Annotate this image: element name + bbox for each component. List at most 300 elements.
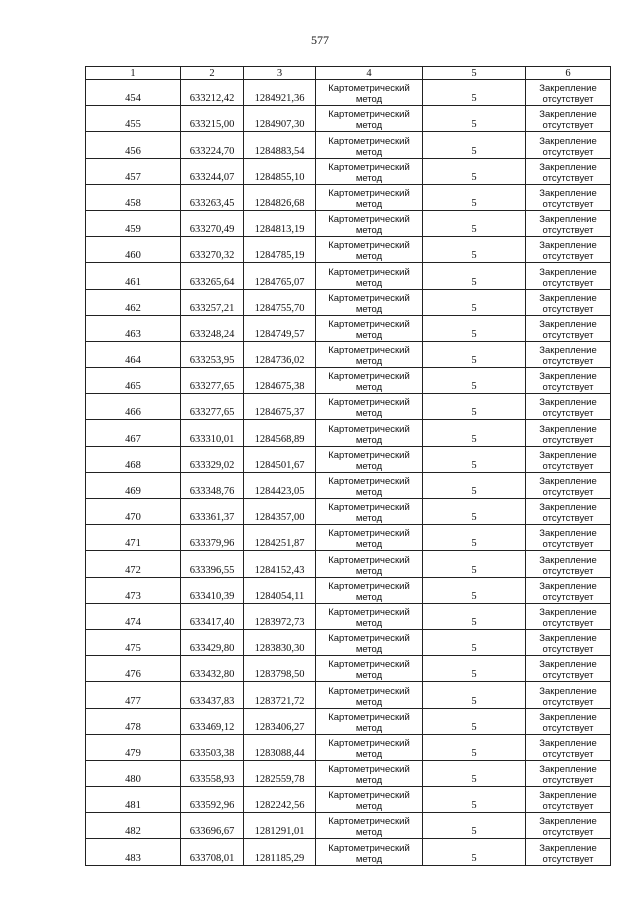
fixing-cell bbox=[526, 551, 611, 577]
fixing-text-line: отсутствует bbox=[542, 748, 594, 760]
point-number-cell: 477 bbox=[86, 682, 181, 708]
method-text-line: Картометрический bbox=[328, 266, 410, 278]
fixing-text-line: отсутствует bbox=[542, 120, 594, 132]
method-cell bbox=[316, 708, 423, 734]
point-number-cell: 469 bbox=[86, 472, 181, 498]
coordinate-y-cell: 1284736,02 bbox=[244, 341, 316, 367]
fixing-text-line: Закрепление bbox=[539, 764, 597, 776]
method-text-line: метод bbox=[355, 775, 383, 787]
point-number-cell: 464 bbox=[86, 341, 181, 367]
fixing-text-line: отсутствует bbox=[542, 617, 594, 629]
coordinate-y-cell: 1284251,87 bbox=[244, 525, 316, 551]
coordinate-x-cell: 633263,45 bbox=[181, 184, 244, 210]
fixing-cell bbox=[526, 446, 611, 472]
coordinate-y-cell: 1281291,01 bbox=[244, 813, 316, 839]
point-number-cell: 473 bbox=[86, 577, 181, 603]
method-text-line: метод bbox=[355, 146, 383, 158]
method-cell bbox=[316, 839, 423, 865]
accuracy-cell: 5 bbox=[423, 237, 526, 263]
coordinate-y-cell: 1284921,36 bbox=[244, 80, 316, 106]
fixing-text-line: отсутствует bbox=[542, 565, 594, 577]
point-number-cell: 460 bbox=[86, 237, 181, 263]
table-row bbox=[86, 394, 611, 420]
fixing-text-line: Закрепление bbox=[539, 737, 597, 749]
fixing-text-line: отсутствует bbox=[542, 251, 594, 263]
accuracy-cell: 5 bbox=[423, 289, 526, 315]
coordinate-y-cell: 1283972,73 bbox=[244, 603, 316, 629]
table-row bbox=[86, 760, 611, 786]
coordinate-x-cell: 633429,80 bbox=[181, 629, 244, 655]
fixing-text-line: отсутствует bbox=[542, 434, 594, 446]
fixing-text-line: отсутствует bbox=[542, 801, 594, 813]
coordinate-x-cell: 633503,38 bbox=[181, 734, 244, 760]
table-row bbox=[86, 446, 611, 472]
method-cell bbox=[316, 237, 423, 263]
fixing-text-line: Закрепление bbox=[539, 135, 597, 147]
method-text-line: метод bbox=[355, 696, 383, 708]
coordinate-x-cell: 633348,76 bbox=[181, 472, 244, 498]
fixing-text-line: Закрепление bbox=[539, 109, 597, 121]
method-text-line: метод bbox=[355, 329, 383, 341]
table-row bbox=[86, 472, 611, 498]
accuracy-cell: 5 bbox=[423, 813, 526, 839]
fixing-cell bbox=[526, 341, 611, 367]
coordinate-x-cell: 633215,00 bbox=[181, 106, 244, 132]
method-text-line: Картометрический bbox=[328, 554, 410, 566]
point-number-cell: 474 bbox=[86, 603, 181, 629]
method-text-line: Картометрический bbox=[328, 659, 410, 671]
table-row bbox=[86, 210, 611, 236]
fixing-text-line: отсутствует bbox=[542, 225, 594, 237]
coordinates-table bbox=[85, 66, 611, 866]
point-number-cell: 478 bbox=[86, 708, 181, 734]
accuracy-cell: 5 bbox=[423, 760, 526, 786]
method-cell bbox=[316, 80, 423, 106]
method-text-line: метод bbox=[355, 617, 383, 629]
fixing-text-line: Закрепление bbox=[539, 292, 597, 304]
fixing-cell bbox=[526, 708, 611, 734]
point-number-cell: 462 bbox=[86, 289, 181, 315]
table-row bbox=[86, 708, 611, 734]
fixing-cell bbox=[526, 577, 611, 603]
point-number-cell: 456 bbox=[86, 132, 181, 158]
table-header bbox=[86, 67, 611, 80]
coordinate-y-cell: 1284675,37 bbox=[244, 394, 316, 420]
method-text-line: метод bbox=[355, 644, 383, 656]
method-cell bbox=[316, 210, 423, 236]
method-cell bbox=[316, 184, 423, 210]
table-row bbox=[86, 499, 611, 525]
coordinate-y-cell: 1284855,10 bbox=[244, 158, 316, 184]
point-number-cell: 461 bbox=[86, 263, 181, 289]
method-text-line: Картометрический bbox=[328, 83, 410, 95]
method-text-line: Картометрический bbox=[328, 685, 410, 697]
point-number-cell: 454 bbox=[86, 80, 181, 106]
table-row bbox=[86, 263, 611, 289]
accuracy-cell: 5 bbox=[423, 158, 526, 184]
coordinate-y-cell: 1284675,38 bbox=[244, 368, 316, 394]
fixing-text-line: отсутствует bbox=[542, 277, 594, 289]
fixing-text-line: Закрепление bbox=[539, 711, 597, 723]
fixing-cell bbox=[526, 813, 611, 839]
method-text-line: метод bbox=[355, 565, 383, 577]
coordinate-y-cell: 1284785,19 bbox=[244, 237, 316, 263]
fixing-cell bbox=[526, 210, 611, 236]
method-text-line: Картометрический bbox=[328, 816, 410, 828]
method-text-line: Картометрический bbox=[328, 318, 410, 330]
method-text-line: Картометрический bbox=[328, 187, 410, 199]
point-number-cell: 467 bbox=[86, 420, 181, 446]
method-cell bbox=[316, 263, 423, 289]
fixing-text-line: Закрепление bbox=[539, 345, 597, 357]
method-cell bbox=[316, 603, 423, 629]
method-cell bbox=[316, 656, 423, 682]
table-body bbox=[86, 80, 611, 866]
method-cell bbox=[316, 472, 423, 498]
fixing-cell bbox=[526, 289, 611, 315]
method-text-line: метод bbox=[355, 356, 383, 368]
accuracy-cell: 5 bbox=[423, 525, 526, 551]
coordinate-y-cell: 1282559,78 bbox=[244, 760, 316, 786]
fixing-text-line: Закрепление bbox=[539, 397, 597, 409]
fixing-cell bbox=[526, 420, 611, 446]
coordinate-x-cell: 633270,32 bbox=[181, 237, 244, 263]
fixing-text-line: Закрепление bbox=[539, 266, 597, 278]
point-number-cell: 483 bbox=[86, 839, 181, 865]
method-cell bbox=[316, 525, 423, 551]
accuracy-cell: 5 bbox=[423, 682, 526, 708]
coordinate-x-cell: 633224,70 bbox=[181, 132, 244, 158]
method-cell bbox=[316, 551, 423, 577]
accuracy-cell: 5 bbox=[423, 734, 526, 760]
coordinate-x-cell: 633253,95 bbox=[181, 341, 244, 367]
coordinate-x-cell: 633361,37 bbox=[181, 499, 244, 525]
coordinate-x-cell: 633248,24 bbox=[181, 315, 244, 341]
coordinate-x-cell: 633469,12 bbox=[181, 708, 244, 734]
coordinate-y-cell: 1284054,11 bbox=[244, 577, 316, 603]
fixing-cell bbox=[526, 760, 611, 786]
fixing-cell bbox=[526, 106, 611, 132]
fixing-cell bbox=[526, 184, 611, 210]
coordinate-x-cell: 633270,49 bbox=[181, 210, 244, 236]
accuracy-cell: 5 bbox=[423, 577, 526, 603]
method-cell bbox=[316, 106, 423, 132]
coordinate-x-cell: 633244,07 bbox=[181, 158, 244, 184]
coordinate-y-cell: 1284152,43 bbox=[244, 551, 316, 577]
fixing-cell bbox=[526, 472, 611, 498]
method-text-line: Картометрический bbox=[328, 109, 410, 121]
coordinate-y-cell: 1284826,68 bbox=[244, 184, 316, 210]
fixing-text-line: Закрепление bbox=[539, 685, 597, 697]
accuracy-cell: 5 bbox=[423, 839, 526, 865]
fixing-text-line: Закрепление bbox=[539, 161, 597, 173]
coordinate-x-cell: 633410,39 bbox=[181, 577, 244, 603]
coordinate-x-cell: 633396,55 bbox=[181, 551, 244, 577]
point-number-cell: 480 bbox=[86, 760, 181, 786]
accuracy-cell: 5 bbox=[423, 787, 526, 813]
method-text-line: Картометрический bbox=[328, 135, 410, 147]
table-row bbox=[86, 813, 611, 839]
column-header: 6 bbox=[526, 67, 611, 80]
method-text-line: метод bbox=[355, 408, 383, 420]
coordinate-x-cell: 633417,40 bbox=[181, 603, 244, 629]
coordinate-y-cell: 1284755,70 bbox=[244, 289, 316, 315]
fixing-text-line: отсутствует bbox=[542, 303, 594, 315]
fixing-cell bbox=[526, 499, 611, 525]
fixing-text-line: Закрепление bbox=[539, 790, 597, 802]
method-text-line: метод bbox=[355, 251, 383, 263]
point-number-cell: 476 bbox=[86, 656, 181, 682]
point-number-cell: 479 bbox=[86, 734, 181, 760]
method-text-line: Картометрический bbox=[328, 842, 410, 854]
point-number-cell: 458 bbox=[86, 184, 181, 210]
method-cell bbox=[316, 577, 423, 603]
fixing-cell bbox=[526, 80, 611, 106]
fixing-text-line: Закрепление bbox=[539, 659, 597, 671]
point-number-cell: 463 bbox=[86, 315, 181, 341]
accuracy-cell: 5 bbox=[423, 132, 526, 158]
fixing-cell bbox=[526, 368, 611, 394]
fixing-text-line: Закрепление bbox=[539, 214, 597, 226]
fixing-cell bbox=[526, 263, 611, 289]
coordinate-y-cell: 1284907,30 bbox=[244, 106, 316, 132]
method-text-line: Картометрический bbox=[328, 764, 410, 776]
coordinate-x-cell: 633558,93 bbox=[181, 760, 244, 786]
fixing-text-line: Закрепление bbox=[539, 449, 597, 461]
fixing-text-line: отсутствует bbox=[542, 670, 594, 682]
method-text-line: метод bbox=[355, 94, 383, 106]
point-number-cell: 457 bbox=[86, 158, 181, 184]
column-header: 5 bbox=[423, 67, 526, 80]
table-row bbox=[86, 106, 611, 132]
table-row bbox=[86, 551, 611, 577]
method-text-line: Картометрический bbox=[328, 423, 410, 435]
fixing-text-line: Закрепление bbox=[539, 606, 597, 618]
fixing-text-line: отсутствует bbox=[542, 460, 594, 472]
method-text-line: Картометрический bbox=[328, 449, 410, 461]
method-text-line: Картометрический bbox=[328, 502, 410, 514]
coordinate-y-cell: 1283798,50 bbox=[244, 656, 316, 682]
coordinate-x-cell: 633257,21 bbox=[181, 289, 244, 315]
method-text-line: Картометрический bbox=[328, 240, 410, 252]
method-text-line: метод bbox=[355, 120, 383, 132]
method-cell bbox=[316, 341, 423, 367]
method-cell bbox=[316, 813, 423, 839]
accuracy-cell: 5 bbox=[423, 420, 526, 446]
point-number-cell: 459 bbox=[86, 210, 181, 236]
method-text-line: Картометрический bbox=[328, 528, 410, 540]
point-number-cell: 470 bbox=[86, 499, 181, 525]
fixing-cell bbox=[526, 839, 611, 865]
accuracy-cell: 5 bbox=[423, 603, 526, 629]
fixing-text-line: отсутствует bbox=[542, 487, 594, 498]
fixing-cell bbox=[526, 132, 611, 158]
method-text-line: метод bbox=[355, 277, 383, 289]
table-row bbox=[86, 289, 611, 315]
method-cell bbox=[316, 787, 423, 813]
fixing-text-line: Закрепление bbox=[539, 83, 597, 95]
point-number-cell: 468 bbox=[86, 446, 181, 472]
fixing-cell bbox=[526, 394, 611, 420]
table-row bbox=[86, 80, 611, 106]
point-number-cell: 475 bbox=[86, 629, 181, 655]
method-text-line: метод bbox=[355, 722, 383, 734]
fixing-text-line: отсутствует bbox=[542, 853, 594, 865]
fixing-text-line: отсутствует bbox=[542, 591, 594, 603]
fixing-text-line: отсутствует bbox=[542, 198, 594, 210]
table-row bbox=[86, 132, 611, 158]
table-row bbox=[86, 237, 611, 263]
coordinate-y-cell: 1283830,30 bbox=[244, 629, 316, 655]
fixing-text-line: Закрепление bbox=[539, 633, 597, 645]
coordinate-y-cell: 1284357,00 bbox=[244, 499, 316, 525]
method-cell bbox=[316, 315, 423, 341]
method-text-line: Картометрический bbox=[328, 345, 410, 357]
method-text-line: Картометрический bbox=[328, 580, 410, 592]
accuracy-cell: 5 bbox=[423, 656, 526, 682]
fixing-text-line: отсутствует bbox=[542, 382, 594, 394]
table-row bbox=[86, 184, 611, 210]
method-text-line: Картометрический bbox=[328, 633, 410, 645]
fixing-cell bbox=[526, 603, 611, 629]
accuracy-cell: 5 bbox=[423, 446, 526, 472]
table-row bbox=[86, 656, 611, 682]
fixing-cell bbox=[526, 237, 611, 263]
point-number-cell: 466 bbox=[86, 394, 181, 420]
method-text-line: метод bbox=[355, 513, 383, 525]
point-number-cell: 482 bbox=[86, 813, 181, 839]
coordinate-y-cell: 1284883,54 bbox=[244, 132, 316, 158]
method-text-line: метод bbox=[355, 670, 383, 682]
coordinate-y-cell: 1283721,72 bbox=[244, 682, 316, 708]
method-text-line: метод bbox=[355, 460, 383, 472]
method-cell bbox=[316, 734, 423, 760]
coordinate-x-cell: 633696,67 bbox=[181, 813, 244, 839]
accuracy-cell: 5 bbox=[423, 315, 526, 341]
fixing-text-line: отсутствует bbox=[542, 722, 594, 734]
coordinate-y-cell: 1283406,27 bbox=[244, 708, 316, 734]
coordinate-x-cell: 633265,64 bbox=[181, 263, 244, 289]
fixing-text-line: Закрепление bbox=[539, 554, 597, 566]
fixing-text-line: Закрепление bbox=[539, 528, 597, 540]
coordinate-y-cell: 1282242,56 bbox=[244, 787, 316, 813]
fixing-cell bbox=[526, 629, 611, 655]
fixing-cell bbox=[526, 315, 611, 341]
fixing-text-line: Закрепление bbox=[539, 816, 597, 828]
point-number-cell: 465 bbox=[86, 368, 181, 394]
table-row bbox=[86, 839, 611, 865]
fixing-cell bbox=[526, 525, 611, 551]
coordinate-y-cell: 1283088,44 bbox=[244, 734, 316, 760]
accuracy-cell: 5 bbox=[423, 80, 526, 106]
method-text-line: метод bbox=[355, 487, 383, 498]
accuracy-cell: 5 bbox=[423, 106, 526, 132]
method-cell bbox=[316, 682, 423, 708]
fixing-text-line: отсутствует bbox=[542, 329, 594, 341]
accuracy-cell: 5 bbox=[423, 263, 526, 289]
method-cell bbox=[316, 629, 423, 655]
accuracy-cell: 5 bbox=[423, 341, 526, 367]
fixing-text-line: отсутствует bbox=[542, 644, 594, 656]
coordinate-y-cell: 1284501,67 bbox=[244, 446, 316, 472]
column-header: 1 bbox=[86, 67, 181, 80]
method-cell bbox=[316, 499, 423, 525]
fixing-text-line: отсутствует bbox=[542, 146, 594, 158]
page-number: 577 bbox=[311, 33, 329, 47]
method-text-line: метод bbox=[355, 853, 383, 865]
fixing-cell bbox=[526, 734, 611, 760]
fixing-text-line: отсутствует bbox=[542, 539, 594, 551]
method-cell bbox=[316, 420, 423, 446]
table-row bbox=[86, 577, 611, 603]
fixing-cell bbox=[526, 656, 611, 682]
accuracy-cell: 5 bbox=[423, 708, 526, 734]
coordinate-y-cell: 1284813,19 bbox=[244, 210, 316, 236]
table-row bbox=[86, 158, 611, 184]
table-row bbox=[86, 682, 611, 708]
coordinate-x-cell: 633212,42 bbox=[181, 80, 244, 106]
coordinate-y-cell: 1284423,05 bbox=[244, 472, 316, 498]
fixing-text-line: отсутствует bbox=[542, 94, 594, 106]
fixing-text-line: отсутствует bbox=[542, 827, 594, 839]
method-text-line: Картометрический bbox=[328, 371, 410, 383]
fixing-cell bbox=[526, 158, 611, 184]
table-row bbox=[86, 341, 611, 367]
accuracy-cell: 5 bbox=[423, 184, 526, 210]
fixing-text-line: Закрепление bbox=[539, 502, 597, 514]
accuracy-cell: 5 bbox=[423, 368, 526, 394]
fixing-text-line: Закрепление bbox=[539, 476, 597, 487]
table-row bbox=[86, 603, 611, 629]
fixing-text-line: Закрепление bbox=[539, 842, 597, 854]
method-text-line: метод bbox=[355, 434, 383, 446]
point-number-cell: 455 bbox=[86, 106, 181, 132]
coordinate-x-cell: 633592,96 bbox=[181, 787, 244, 813]
fixing-text-line: Закрепление bbox=[539, 240, 597, 252]
method-text-line: метод bbox=[355, 172, 383, 184]
fixing-text-line: отсутствует bbox=[542, 356, 594, 368]
method-cell bbox=[316, 394, 423, 420]
accuracy-cell: 5 bbox=[423, 629, 526, 655]
coordinate-x-cell: 633277,65 bbox=[181, 394, 244, 420]
method-text-line: Картометрический bbox=[328, 737, 410, 749]
method-text-line: Картометрический bbox=[328, 397, 410, 409]
coordinate-y-cell: 1281185,29 bbox=[244, 839, 316, 865]
fixing-text-line: отсутствует bbox=[542, 172, 594, 184]
method-text-line: метод bbox=[355, 539, 383, 551]
table-row bbox=[86, 420, 611, 446]
table-row bbox=[86, 525, 611, 551]
table-row bbox=[86, 368, 611, 394]
method-cell bbox=[316, 132, 423, 158]
point-number-cell: 472 bbox=[86, 551, 181, 577]
method-text-line: Картометрический bbox=[328, 292, 410, 304]
method-text-line: Картометрический bbox=[328, 476, 410, 487]
fixing-text-line: Закрепление bbox=[539, 423, 597, 435]
coordinate-x-cell: 633708,01 bbox=[181, 839, 244, 865]
method-cell bbox=[316, 446, 423, 472]
header-row bbox=[86, 67, 611, 80]
fixing-text-line: Закрепление bbox=[539, 187, 597, 199]
table-row bbox=[86, 315, 611, 341]
fixing-text-line: Закрепление bbox=[539, 371, 597, 383]
column-header: 4 bbox=[316, 67, 423, 80]
method-text-line: Картометрический bbox=[328, 790, 410, 802]
method-text-line: метод bbox=[355, 382, 383, 394]
accuracy-cell: 5 bbox=[423, 394, 526, 420]
method-cell bbox=[316, 760, 423, 786]
method-cell bbox=[316, 158, 423, 184]
